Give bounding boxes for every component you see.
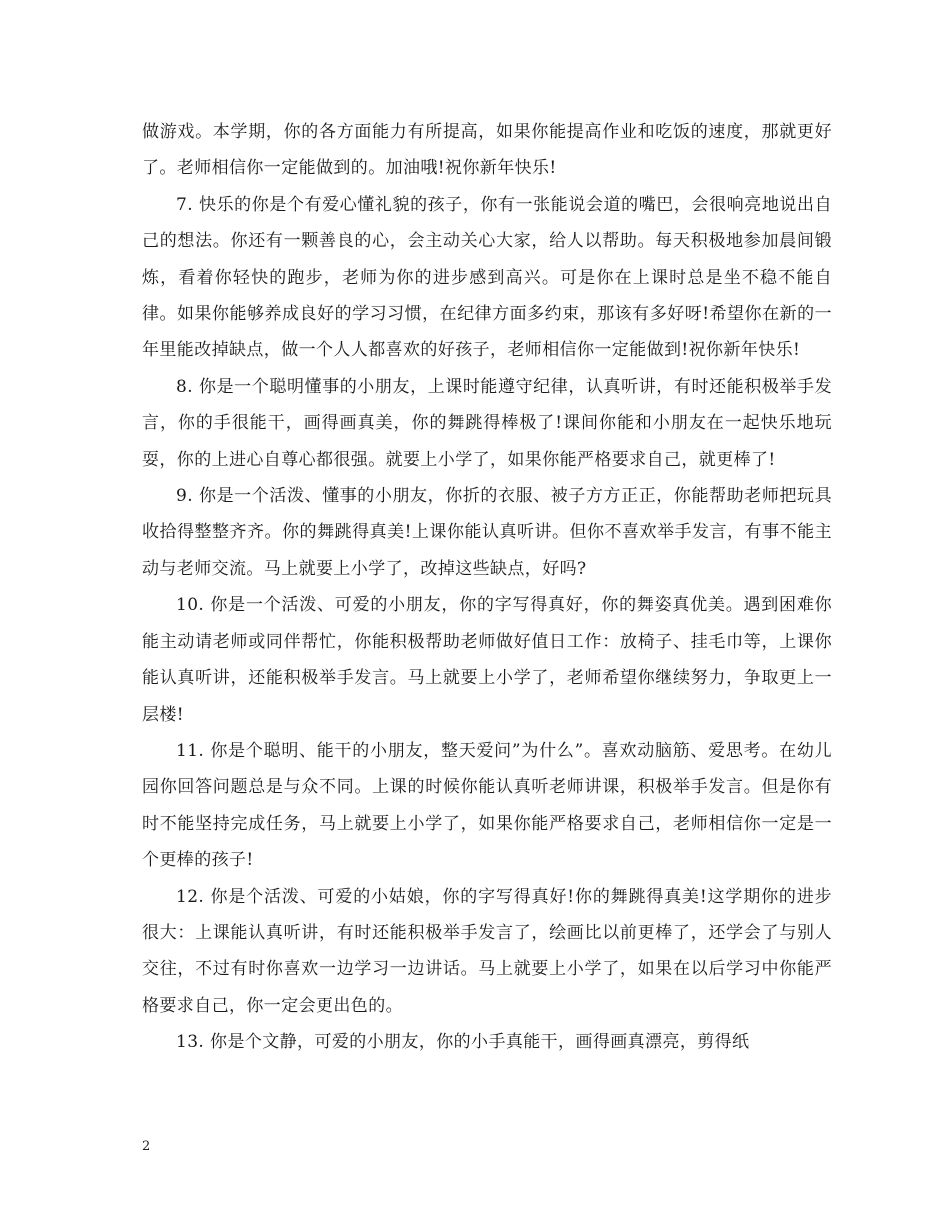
paragraph-comment-10: 10. 你是一个活泼、可爱的小朋友，你的字写得真好，你的舞姿真优美。遇到困难你能主动请老师或同伴帮忙，你能积极帮助老师做好值日工作：放椅子、挂毛巾等，上课你能认真听讲，还能积极举手发言。马上就要上小学了，老师希望你继续努力，争取更上一层楼! bbox=[142, 595, 832, 725]
paragraph-comment-11: 11. 你是个聪明、能干的小朋友，整天爱问”为什么”。喜欢动脑筋、爱思考。在幼儿园你回答问题总是与众不同。上课的时候你能认真听老师讲课，积极举手发言。但是你有时不能坚持完成任务，马上就要上小学了，如果你能严格要求自己，老师相信你一定是一个更棒的孩子! bbox=[142, 740, 832, 871]
paragraph-comment-12: 12. 你是个活泼、可爱的小姑娘，你的字写得真好!你的舞跳得真美!这学期你的进步很大：上课能认真听讲，有时还能积极举手发言了，绘画比以前更棒了，还学会了与别人交往，不过有时你喜欢一边学习一边讲话。马上就要上小学了，如果在以后学习中你能严格要求自己，你一定会更出色的。 bbox=[142, 886, 832, 1016]
paragraph-continuation: 做游戏。本学期，你的各方面能力有所提高，如果你能提高作业和吃饭的速度，那就更好了。老师相信你一定能做到的。加油哦!祝你新年快乐! bbox=[142, 122, 832, 179]
paragraph-comment-7: 7. 快乐的你是个有爱心懂礼貌的孩子，你有一张能说会道的嘴巴，会很响亮地说出自己的想法。你还有一颗善良的心，会主动关心大家，给人以帮助。每天积极地参加晨间锻炼，看着你轻快的跑步，老师为你的进步感到高兴。可是你在上课时总是坐不稳不能自律。如果你能够养成良好的学习习惯，在纪律方面多约束，那该有多好呀!希望你在新的一年里能改掉缺点，做一个人人都喜欢的好孩子，老师相信你一定能做到!祝你新年快乐! bbox=[142, 194, 832, 361]
paragraph-comment-9: 9. 你是一个活泼、懂事的小朋友，你折的衣服、被子方方正正，你能帮助老师把玩具收拾得整整齐齐。你的舞跳得真美!上课你能认真听讲。但你不喜欢举手发言，有事不能主动与老师交流。马上就要上小学了，改掉这些缺点，好吗? bbox=[142, 486, 832, 579]
paragraph-comment-8: 8. 你是一个聪明懂事的小朋友，上课时能遵守纪律，认真听讲，有时还能积极举手发言，你的手很能干，画得画真美，你的舞跳得棒极了!课间你能和小朋友在一起快乐地玩耍，你的上进心自尊心都很强。就要上小学了，如果你能严格要求自己，就更棒了! bbox=[142, 376, 832, 470]
paragraph-comment-13: 13. 你是个文静，可爱的小朋友，你的小手真能干，画得画真漂亮，剪得纸 bbox=[176, 1032, 750, 1053]
page-number: 2 bbox=[142, 1139, 151, 1154]
document-body bbox=[142, 114, 832, 1061]
